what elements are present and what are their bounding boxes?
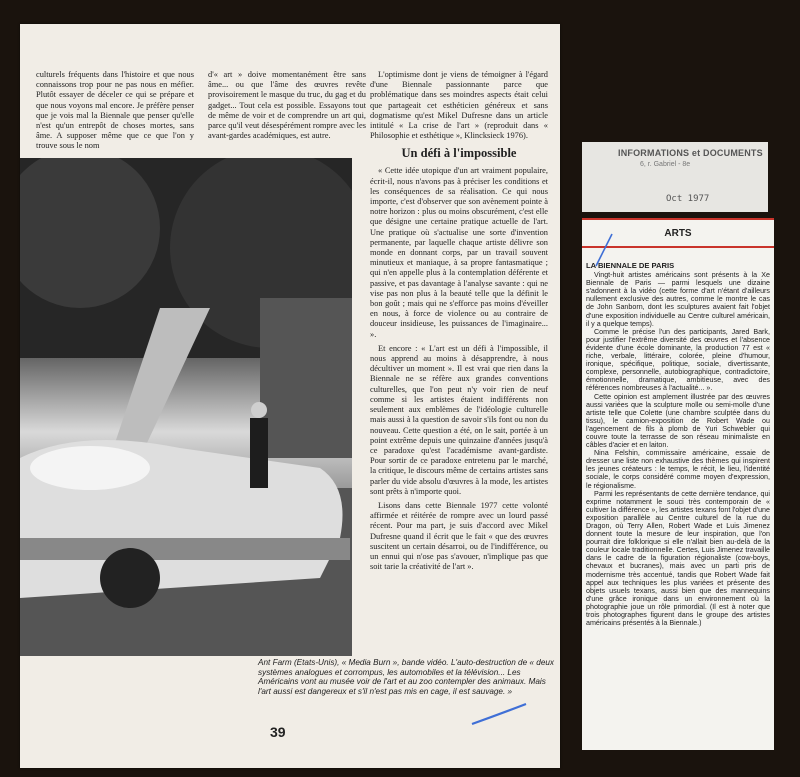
pen-mark	[470, 700, 530, 730]
pen-check-mark	[590, 230, 630, 270]
paragraph-conclusion: Lisons dans cette Biennale 1977 cette volonté affirmée et réitérée de rompre avec un lourd passé récent. Pour ma part, je suis d'accord avec Mikel Dufresne quand il écrit que le fait « que des œuvres suscitent un certain désarroi, ou de l'indifférence, ou un ennui qui n'ose pas s'avouer, n'implique pas que soit tarie la créativité de l'art ».	[370, 500, 548, 572]
clipping-header-slip	[582, 142, 768, 212]
column-1-text: culturels fréquents dans l'histoire et que nous connaissons trop pour ne pas nous en méfier. Plutôt essayer de déceler ce qui se prépare et que nous voyons mal encore. Je préfère penser que je vois mal la Biennale que penser qu'elle n'est qu'un entrepôt de choses mortes, sans âme. A supposer même que ce que l'on y trouve sous le nom	[36, 70, 194, 151]
top-columns	[36, 70, 366, 152]
paragraph-quote-2: Et encore : « L'art est un défi à l'impossible, il nous apprend au moins à désapprendre, à nous décultiver un moment ». Il est vrai que rien dans la Biennale ne se réfère aux grandes conventions culturelles, que l'on peut n'y voir rien de neuf comme si les artistes étaient indifférents non seulement aux emblèmes de l'idéologie culturelle mais aussi à la question de savoir s'ils font ou non du nouveau. Cette question a été, on le sait, portée à un point extrême depuis une quinzaine d'années jusqu'à ce paradoxe qu'est l'académisme avant-gardiste. Pour sortir de ce paradoxe entretenu par le marché, la critique, le discours même de certains artistes sans parler du vide absolu d'œuvres à la mode, les artistes sont prêts à n'importe quoi.	[370, 343, 548, 496]
page-number: 39	[270, 724, 286, 740]
article-paragraph-1: Vingt-huit artistes américains sont présents à la Xe Biennale de Paris — parmi lesquels une dizaine s'adonnent à la vidéo (cette forme d'art n'étant d'ailleurs nullement exclusive des autres, comme le montre le cas de John Sanborn, dont les sculptures avaient fait l'objet d'une exposition individuelle au Centre culturel américain, il y a quelque temps).	[586, 271, 770, 328]
paragraph-optimism: L'optimisme dont je viens de témoigner à l'égard d'une Biennale passionnante parce que problématique dans ses moindres aspects était celui que partageait cet esthéticien généreux et sans dogmatisme qu'est Mikel Dufresne dans un article intitulé « La crise de l'art » (reproduit dans « Philosophie et esthétique », Klincksieck 1976).	[370, 70, 548, 141]
clipping-article	[586, 262, 770, 627]
press-clipping	[582, 218, 774, 750]
article-paragraph-4: Nina Felshin, commissaire américaine, essaie de dresser une liste non exhaustive des thèmes qui inspirent les jeunes créateurs : le temps, le récit, le lieu, l'identité sociale, le corps considéré comme moyen d'expression, le régionalisme.	[586, 449, 770, 490]
article-paragraph-5: Parmi les représentants de cette dernière tendance, qui exprime notamment le souci très contemporain de « cultiver la différence », les artistes texans font l'objet d'une exposition parallèle au Centre culturel de la rue du Dragon, où Terry Allen, Robert Wade et Luis Jimenez donnent toute la mesure de leur inspiration, que l'on pourrait dire folklorique si elle n'allait bien au-delà de la couleur locale traditionnelle. Certes, Luis Jimenez travaille dans le cadre de la figuration régionaliste (cow-boys, chevaux et bucranes), mais avec un parti pris de modernisme très accentué, tandis que Robert Wade fait appel aux techniques les plus variées et présente des objets usuels texans, aussi bien que des mannequins d'une grâce ironique dans un environnement où la photographie joue un rôle primordial. (Il est à noter que trois photographes figurent dans le groupe des artistes américains présentés à la Biennale.)	[586, 489, 770, 628]
article-title: LA BIENNALE DE PARIS	[586, 261, 675, 270]
publication-address: 6, r. Gabriel - 8e	[640, 161, 691, 168]
magazine-page	[20, 24, 560, 768]
car-photo	[20, 158, 352, 656]
publication-title: INFORMATIONS et DOCUMENTS	[618, 148, 763, 158]
section-label: ARTS	[664, 228, 692, 239]
car-illustration	[20, 158, 352, 656]
date-stamp: Oct 1977	[666, 194, 710, 204]
article-paragraph-3: Cette opinion est amplement illustrée par des œuvres aussi variées que la sculpture molle ou semi-molle d'une artiste telle que Colette (une chambre sculptée dans du tissu), le camion-exposition de Robert Wade ou l'agencement de fils à plomb de Yuri Schwebler qui couvre toute la terrasse de son réseau minimaliste en câbles d'acier et en laiton.	[586, 392, 770, 450]
photo-caption: Ant Farm (Etats-Unis), « Media Burn », bande vidéo. L'auto-destruction de « deux systèmes analogues et corrompus, les automobiles et la télévision... Les Américains vont au musée voir de l'art et au zoo contempler des animaux. Mais l'art aussi est dangereux et s'il n'est pas mis en cage, il est sauvage. »	[258, 658, 555, 696]
article-paragraph-2: Comme le précise l'un des participants, Jared Bark, pour justifier l'extrême diversité des œuvres et l'absence évidente d'une école dominante, la production 77 est « riche, verbale, littéraire, colorée, pleine d'humour, ironique, spécifique, politique, sociale, divertissante, complexe, personnelle, autobiographique, contradictoire, émotionnelle, dramatique, ambitieuse, avec des références nombreuses à l'actualité... ».	[586, 327, 770, 393]
column-2-text: d'« art » doive momentanément être sans âme... ou que l'âme des œuvres revête provisoirement le masque du truc, du gag et du gadget... Tout cela est possible. Essayons tout de même de voir et de comprendre un art qui, parce qu'il veut désespérément rompre avec les avant-gardes académiques, est autre.	[208, 70, 366, 141]
section-divider-top	[582, 218, 774, 220]
section-heading: Un défi à l'impossible	[401, 146, 517, 161]
paragraph-quote-1: « Cette idée utopique d'un art vraiment populaire, écrit-il, nous n'avons pas à préciser les conditions et les conséquences de sa réalisation. Ce qui nous importe, c'est d'observer que son avènement pointe à notre horizon : plus ou moins obscurément, c'est elle que désigne une certaine pratique actuelle de l'art. Une pratique où s'actualise une sorte d'invention permanente, par laquelle chaque artiste délivre son monde en donnant corps, par un travail souvent minutieux et maniaque, à sa propre fantasmatique ; qui n'en appelle plus à la contemplation déférente et passive, et pas davantage à l'analyse savante : qui ne vise pas non plus à la beauté telle que la définit le bon goût ; mais qui ne s'efforce pas moins d'éveiller en nous, à force de violence ou au contraire de douceur insidieuse, les puissances de l'imaginaire... ».	[370, 166, 548, 339]
right-column	[370, 70, 548, 576]
